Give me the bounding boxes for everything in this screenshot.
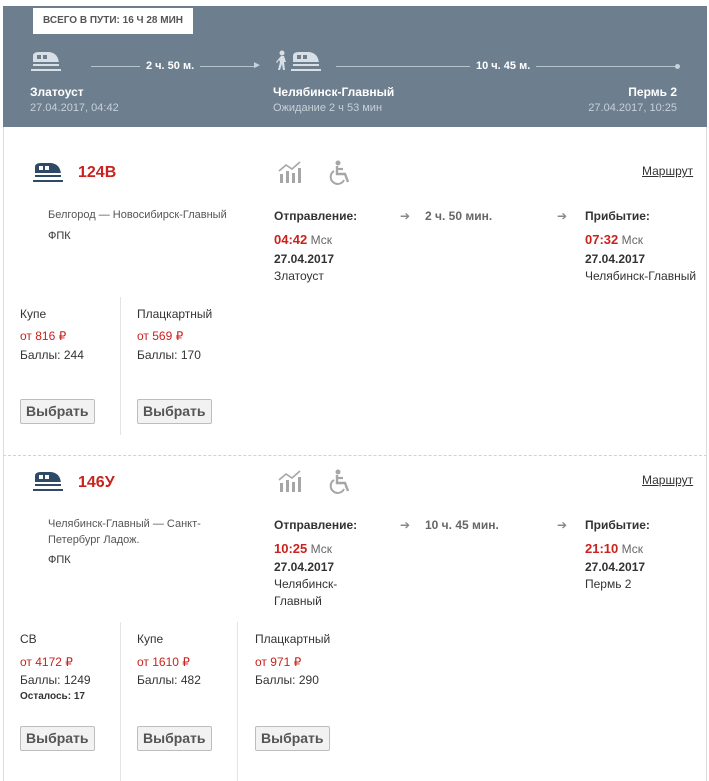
class-divider — [120, 297, 121, 435]
dynamic-pricing-chart-icon — [277, 160, 303, 184]
arrival-date: 27.04.2017 — [585, 560, 646, 574]
departure-time: 04:42 — [274, 232, 308, 247]
departure-station: Златоуст — [274, 269, 324, 283]
departure-station — [274, 576, 337, 610]
end-dot — [675, 64, 680, 69]
select-class-button[interactable]: Выбрать — [20, 399, 95, 424]
departure-label: Отправление: — [274, 209, 358, 223]
arrival-time-block — [585, 541, 643, 556]
arrival-timezone: Мск — [621, 542, 643, 556]
class-name: Плацкартный — [255, 632, 331, 646]
wheelchair-icon — [329, 160, 353, 186]
class-price: от 971 ₽ — [255, 655, 302, 669]
departure-timezone: Мск — [310, 233, 332, 247]
origin-datetime: 27.04.2017, 04:42 — [30, 102, 119, 114]
train-number: 146У — [78, 474, 115, 491]
origin-city: Златоуст — [30, 85, 84, 99]
journey-summary-header — [3, 6, 707, 127]
arrow-right-icon: ► — [252, 60, 262, 71]
train-card — [3, 127, 707, 456]
class-points: Баллы: 244 — [20, 348, 84, 362]
carrier: ФПК — [48, 230, 71, 242]
class-points: Баллы: 290 — [255, 673, 319, 687]
train-icon — [31, 50, 61, 74]
arrow-right-icon: ➔ — [557, 518, 568, 532]
leg2-duration: 10 ч. 45 м. — [470, 58, 536, 74]
select-class-button[interactable]: Выбрать — [137, 399, 212, 424]
train-number: 124В — [78, 164, 117, 181]
arrival-timezone: Мск — [621, 233, 643, 247]
destination-city: Пермь 2 — [628, 85, 677, 99]
travel-duration: 2 ч. 50 мин. — [425, 209, 493, 223]
total-travel-time-badge: ВСЕГО В ПУТИ: 16 Ч 28 МИН — [33, 8, 193, 34]
arrow-right-icon: ➔ — [400, 518, 411, 532]
seats-left: Осталось: 17 — [20, 691, 85, 702]
carrier: ФПК — [48, 554, 71, 566]
train-icon — [33, 470, 63, 494]
class-price: от 1610 ₽ — [137, 655, 190, 669]
arrival-time-block — [585, 232, 643, 247]
arrival-date: 27.04.2017 — [585, 252, 646, 266]
departure-time: 10:25 — [274, 541, 308, 556]
route-link[interactable]: Маршрут — [642, 473, 694, 487]
departure-date: 27.04.2017 — [274, 560, 335, 574]
departure-time-block — [274, 541, 332, 556]
class-points: Баллы: 1249 — [20, 673, 91, 687]
train-card — [3, 456, 707, 781]
arrival-time: 07:32 — [585, 232, 619, 247]
walking-person-train-icon — [275, 50, 321, 74]
class-points: Баллы: 170 — [137, 348, 201, 362]
departure-date: 27.04.2017 — [274, 252, 335, 266]
select-class-button[interactable]: Выбрать — [20, 726, 95, 751]
train-route-line: Челябинск-Главный — Санкт- — [48, 518, 201, 530]
transfer-city: Челябинск-Главный — [273, 85, 395, 99]
route-link[interactable]: Маршрут — [642, 164, 694, 178]
select-class-button[interactable]: Выбрать — [137, 726, 212, 751]
wheelchair-icon — [329, 469, 353, 495]
arrival-label: Прибытие: — [585, 518, 650, 532]
class-price: от 4172 ₽ — [20, 655, 73, 669]
class-price: от 569 ₽ — [137, 329, 184, 343]
destination-datetime: 27.04.2017, 10:25 — [588, 102, 677, 114]
train-route-line: Петербург Ладож. — [48, 534, 140, 546]
class-points: Баллы: 482 — [137, 673, 201, 687]
arrival-station: Челябинск-Главный — [585, 269, 697, 283]
departure-label: Отправление: — [274, 518, 358, 532]
class-name: СВ — [20, 632, 37, 646]
transfer-wait: Ожидание 2 ч 53 мин — [273, 102, 383, 114]
dynamic-pricing-chart-icon — [277, 469, 303, 493]
arrival-time: 21:10 — [585, 541, 619, 556]
class-divider — [120, 622, 121, 781]
arrival-station: Пермь 2 — [585, 577, 632, 591]
train-icon — [33, 161, 63, 185]
leg1-duration: 2 ч. 50 м. — [140, 58, 200, 74]
arrow-right-icon: ➔ — [557, 209, 568, 223]
class-name: Купе — [20, 307, 47, 321]
train-route — [48, 516, 201, 548]
train-route: Белгород — Новосибирск-Главный — [48, 209, 227, 221]
departure-station-line: Челябинск- — [274, 577, 338, 591]
arrival-label: Прибытие: — [585, 209, 650, 223]
select-class-button[interactable]: Выбрать — [255, 726, 330, 751]
travel-duration: 10 ч. 45 мин. — [425, 518, 499, 532]
class-divider — [237, 622, 238, 781]
class-name: Плацкартный — [137, 307, 213, 321]
departure-time-block — [274, 232, 332, 247]
departure-station-line: Главный — [274, 594, 322, 608]
class-name: Купе — [137, 632, 164, 646]
arrow-right-icon: ➔ — [400, 209, 411, 223]
class-price: от 816 ₽ — [20, 329, 67, 343]
departure-timezone: Мск — [310, 542, 332, 556]
